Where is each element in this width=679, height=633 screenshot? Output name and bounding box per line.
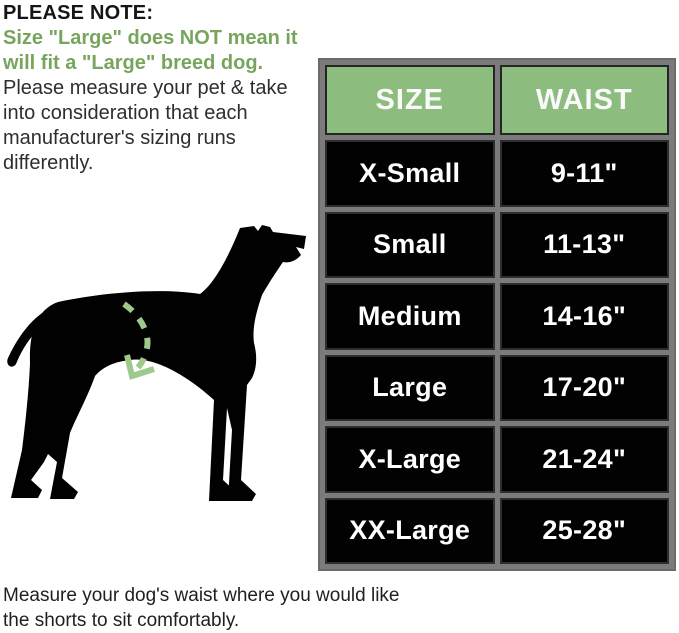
note-body-line: differently. bbox=[3, 152, 94, 174]
dog-illustration bbox=[0, 218, 310, 510]
dog-silhouette bbox=[11, 225, 306, 501]
waist-cell: 9-11" bbox=[500, 140, 670, 207]
waist-cell: 11-13" bbox=[500, 212, 670, 279]
table-row bbox=[325, 140, 669, 207]
size-cell: Small bbox=[325, 212, 495, 279]
size-chart-table bbox=[318, 58, 676, 571]
table-row bbox=[325, 212, 669, 279]
note-highlight-line: Size "Large" does NOT mean it bbox=[3, 27, 298, 49]
waist-cell: 25-28" bbox=[500, 498, 670, 565]
size-cell: XX-Large bbox=[325, 498, 495, 565]
waist-cell: 17-20" bbox=[500, 355, 670, 422]
note-block bbox=[3, 1, 315, 176]
note-body-line: Please measure your pet & take bbox=[3, 77, 288, 99]
waist-cell: 14-16" bbox=[500, 283, 670, 350]
note-body-line: into consideration that each bbox=[3, 102, 248, 124]
size-cell: X-Small bbox=[325, 140, 495, 207]
note-title: PLEASE NOTE: bbox=[3, 2, 154, 24]
table-row bbox=[325, 355, 669, 422]
note-highlight-line: will fit a "Large" breed dog. bbox=[3, 52, 264, 74]
footer-note-line: Measure your dog's waist where you would like bbox=[3, 585, 400, 606]
footer-note-line: the shorts to sit comfortably. bbox=[3, 610, 240, 631]
column-header-waist: WAIST bbox=[500, 65, 670, 135]
size-cell: Large bbox=[325, 355, 495, 422]
table-row bbox=[325, 426, 669, 493]
header-row bbox=[325, 65, 669, 135]
waist-cell: 21-24" bbox=[500, 426, 670, 493]
note-body-line: manufacturer's sizing runs bbox=[3, 127, 236, 149]
column-header-size: SIZE bbox=[325, 65, 495, 135]
table-row bbox=[325, 498, 669, 565]
size-cell: Medium bbox=[325, 283, 495, 350]
size-cell: X-Large bbox=[325, 426, 495, 493]
table-row bbox=[325, 283, 669, 350]
